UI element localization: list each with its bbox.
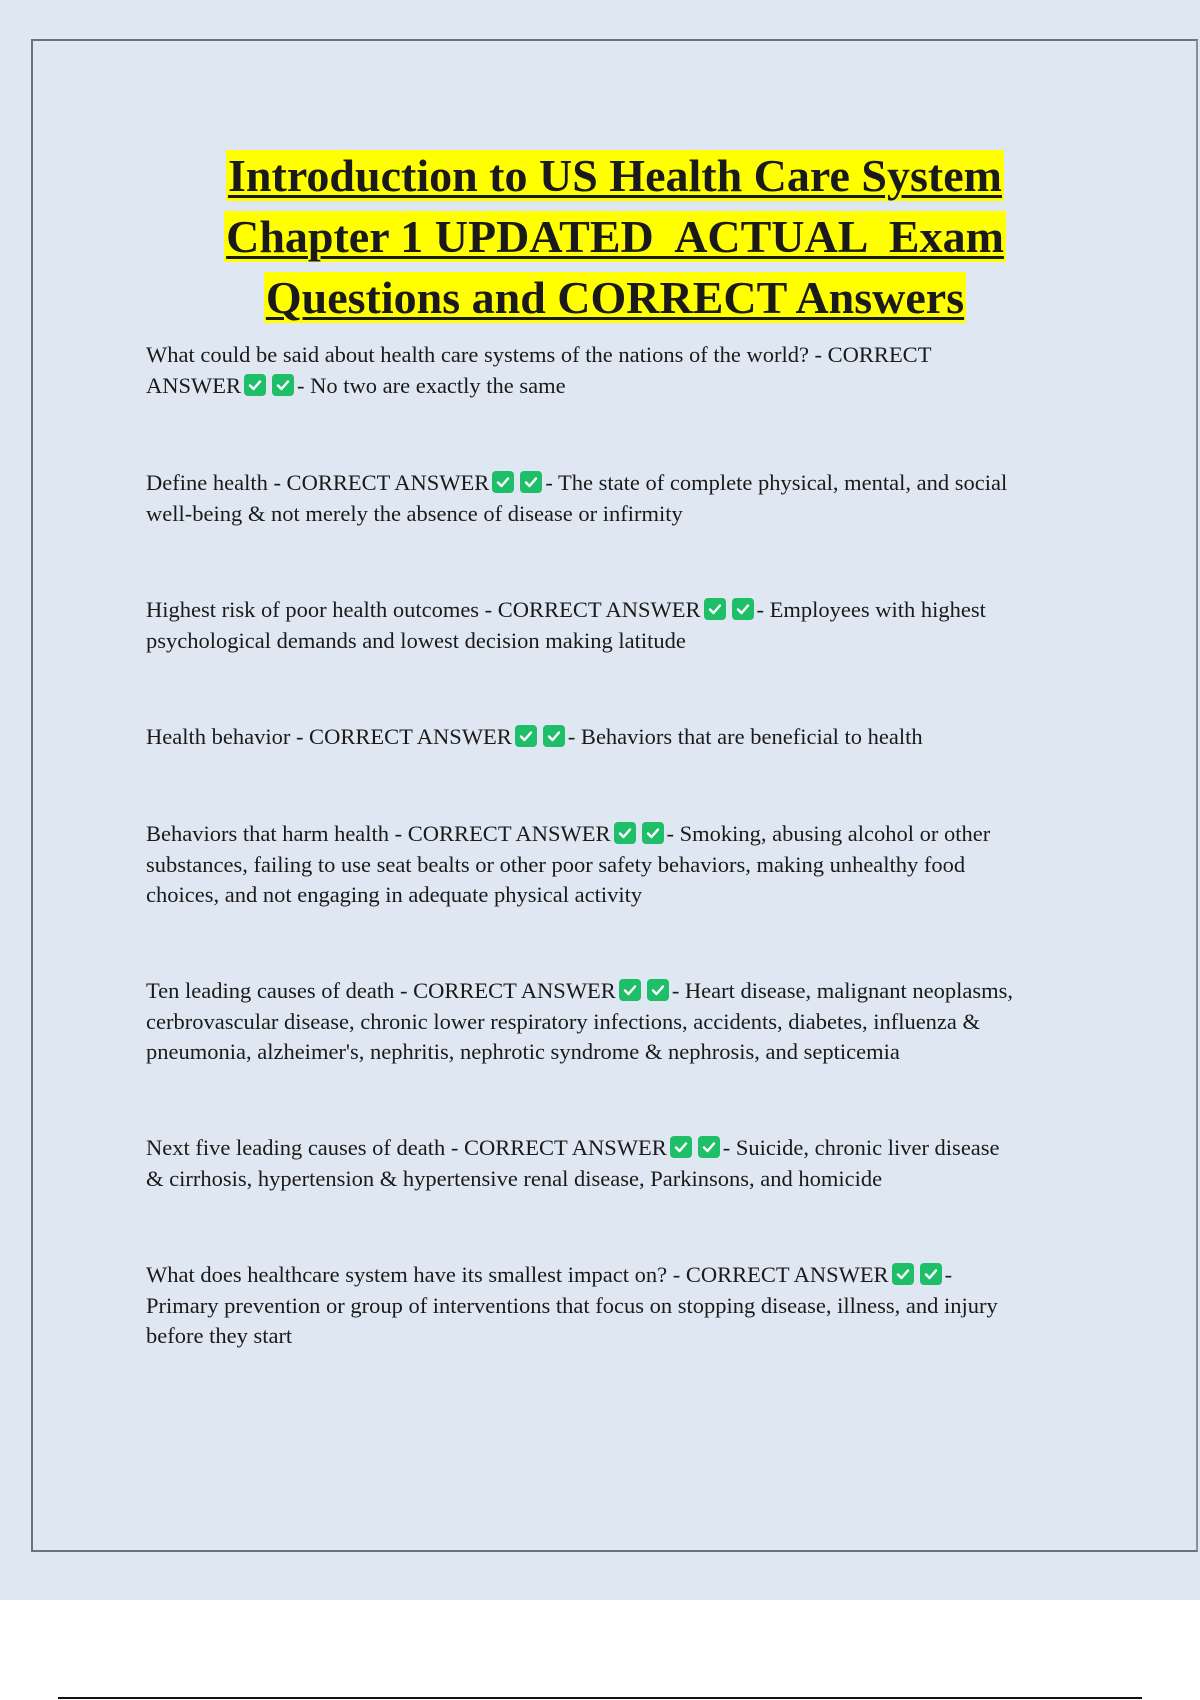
qa-question: Behaviors that harm health - CORRECT ANSWER — [146, 821, 611, 846]
qa-answer: - Employees with highest psychological demands and lowest decision making latitude — [146, 597, 986, 653]
qa-question: Highest risk of poor health outcomes - CORRECT ANSWER — [146, 597, 701, 622]
qa-answer: - Behaviors that are beneficial to health — [567, 724, 923, 749]
check-mark-icon — [492, 471, 514, 493]
qa-question: Ten leading causes of death - CORRECT ANSWER — [146, 978, 616, 1003]
check-mark-icon — [614, 822, 636, 844]
check-mark-icon — [619, 979, 641, 1001]
title-line-2: Chapter 1 UPDATED ACTUAL Exam — [226, 211, 1004, 262]
check-mark-icon — [920, 1263, 942, 1285]
check-mark-icon — [892, 1263, 914, 1285]
qa-item — [146, 1133, 1096, 1194]
title-line-1: Introduction to US Health Care System — [228, 150, 1002, 201]
qa-item — [146, 976, 1096, 1068]
qa-answer: - Smoking, abusing alcohol or other substances, failing to use seat bealts or other poor safety behaviors, making unhealthy food choices, and not engaging in adequate physical activity — [146, 821, 991, 907]
check-mark-icon — [543, 725, 565, 747]
qa-item — [146, 819, 1096, 911]
check-mark-icon — [520, 471, 542, 493]
check-mark-icon — [515, 725, 537, 747]
check-mark-icon — [670, 1136, 692, 1158]
qa-answer: - No two are exactly the same — [297, 372, 566, 398]
qa-item — [146, 722, 1096, 753]
qa-question: Next five leading causes of death - CORRECT ANSWER — [146, 1135, 667, 1160]
check-mark-icon — [642, 822, 664, 844]
qa-item — [146, 468, 1096, 529]
check-mark-icon — [244, 374, 266, 396]
qa-answer: - The state of complete physical, mental, and social well-being & not merely the absence of disease or infirmity — [146, 470, 1008, 526]
qa-item — [146, 1260, 1096, 1352]
qa-item — [146, 340, 1096, 401]
check-mark-icon — [647, 979, 669, 1001]
qa-question: Define health - CORRECT ANSWER — [146, 470, 490, 495]
qa-answer: - Suicide, chronic liver disease & cirrhosis, hypertension & hypertensive renal disease, Parkinsons, and homicide — [146, 1135, 1000, 1191]
check-mark-icon — [698, 1136, 720, 1158]
qa-item — [146, 595, 1096, 656]
qa-question: What does healthcare system have its smallest impact on? - CORRECT ANSWER — [146, 1262, 889, 1287]
check-mark-icon — [732, 598, 754, 620]
page-divider — [58, 1697, 1142, 1699]
qa-answer: - Primary prevention or group of interventions that focus on stopping disease, illness, and injury before they start — [146, 1262, 998, 1348]
qa-answer: - Heart disease, malignant neoplasms, cerbrovascular disease, chronic lower respiratory infections, accidents, diabetes, influenza & pneumonia, alzheimer's, nephritis, nephrotic syndrome & nephrosis, and septicemia — [146, 978, 1013, 1064]
document-title — [100, 145, 1130, 328]
qa-question: What could be said about health care systems of the nations of the world? - CORRECT ANSWER — [146, 342, 932, 398]
title-line-3: Questions and CORRECT Answers — [265, 272, 965, 323]
check-mark-icon — [272, 374, 294, 396]
qa-question: Health behavior - CORRECT ANSWER — [146, 724, 512, 749]
check-mark-icon — [704, 598, 726, 620]
